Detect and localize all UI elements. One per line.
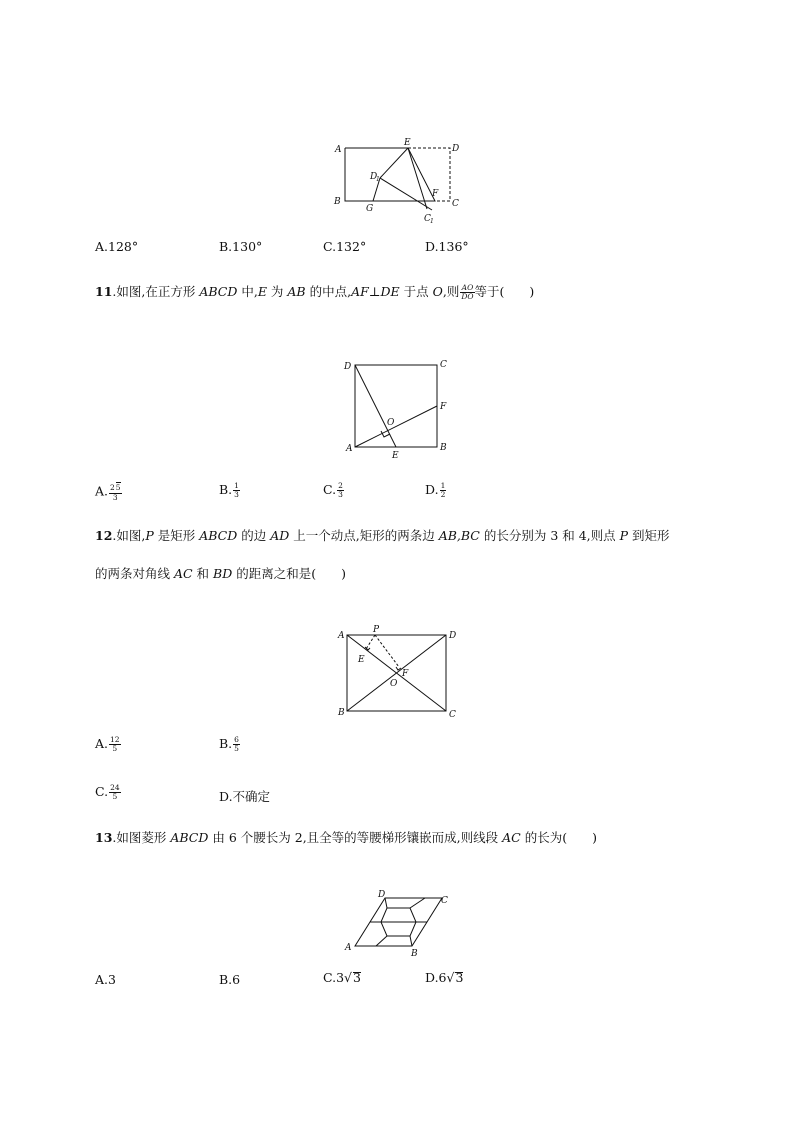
q13-label-a: A [345, 943, 352, 953]
q11-fraction: $\frac{AO}{DO}$ [461, 283, 474, 301]
q12-option-b: B. $\frac{6}{5}$ [219, 735, 239, 753]
q11-figure [340, 358, 460, 460]
q11-stem: 11.如图,在正方形 ABCD 中,E 为 AB 的中点,AF⊥DE 于点 O,则 $\frac{AO}{DO}$ 等于( ) [95, 283, 535, 301]
q13-label-c: C [441, 896, 448, 906]
q10-option-c: C.132° [323, 239, 367, 254]
q11-label-o: O [387, 418, 395, 428]
q12-stem-line-1: 12.如图,P 是矩形 ABCD 的边 AD 上一个动点,矩形的两条边 AB,BC 的长分别为 3 和 4,则点 P 到矩形 [95, 528, 670, 543]
q12-label-e: E [358, 655, 365, 665]
q13-option-c: C.3√3 [323, 970, 361, 985]
q12-stem-line-2: 的两条对角线 AC 和 BD 的距离之和是( ) [95, 566, 346, 581]
q12-number: 12 [95, 528, 113, 543]
q10-label-g: G [366, 204, 374, 214]
q13-option-d: D.6√3 [425, 970, 464, 985]
q13-option-b: B.6 [219, 972, 241, 987]
q13-label-d: D [378, 890, 386, 900]
q12-label-d: D [449, 631, 457, 641]
q12-label-f: F [402, 669, 409, 679]
q11-option-c: C. $\frac{2}{3}$ [323, 481, 343, 499]
q12-label-c: C [449, 710, 456, 720]
q10-label-c: C [452, 199, 459, 209]
q12-option-d: D.不确定 [219, 789, 271, 804]
q10-label-d: D [452, 144, 460, 154]
q10-figure [330, 138, 470, 228]
q12-option-a: A. $\frac{12}{5}$ [95, 735, 120, 753]
q10-label-f: F [432, 189, 439, 199]
q12-figure [333, 624, 463, 724]
q11-label-c: C [440, 360, 447, 370]
q11-label-a: A [346, 444, 353, 454]
q10-option-d: D.136° [425, 239, 469, 254]
q10-label-c1-sub: 1 [430, 218, 434, 225]
q10-option-b: B.130° [219, 239, 263, 254]
q13-figure [340, 886, 465, 961]
q10-label-a: A [335, 145, 342, 155]
q11-label-d: D [344, 362, 352, 372]
q12-label-a: A [338, 631, 345, 641]
q10-option-a: A.128° [95, 239, 139, 254]
q11-option-a: A. $\frac{25}{3}$ [95, 483, 121, 502]
q11-option-d: D. $\frac{1}{2}$ [425, 481, 446, 499]
q10-label-b: B [334, 197, 341, 207]
q10-label-d1: D [370, 172, 378, 182]
q11-label-e: E [392, 451, 399, 461]
q13-option-a: A.3 [95, 972, 116, 987]
q10-label-d1-sub: 1 [376, 176, 380, 183]
q11-label-f: F [440, 402, 447, 412]
q10-label-e: E [404, 138, 411, 148]
q12-label-b: B [338, 708, 345, 718]
q12-label-o: O [390, 679, 398, 689]
q13-number: 13 [95, 830, 113, 845]
q13-stem: 13.如图菱形 ABCD 由 6 个腰长为 2,且全等的等腰梯形镶嵌而成,则线段 AC 的长为( ) [95, 830, 597, 845]
q11-number: 11 [95, 284, 113, 299]
q13-label-b: B [411, 949, 418, 959]
q12-label-p: P [373, 625, 380, 635]
q12-option-c: C. $\frac{24}{5}$ [95, 783, 120, 801]
q10-label-c1: C [424, 214, 431, 224]
q11-label-b: B [440, 443, 447, 453]
q11-option-b: B. $\frac{1}{3}$ [219, 481, 239, 499]
